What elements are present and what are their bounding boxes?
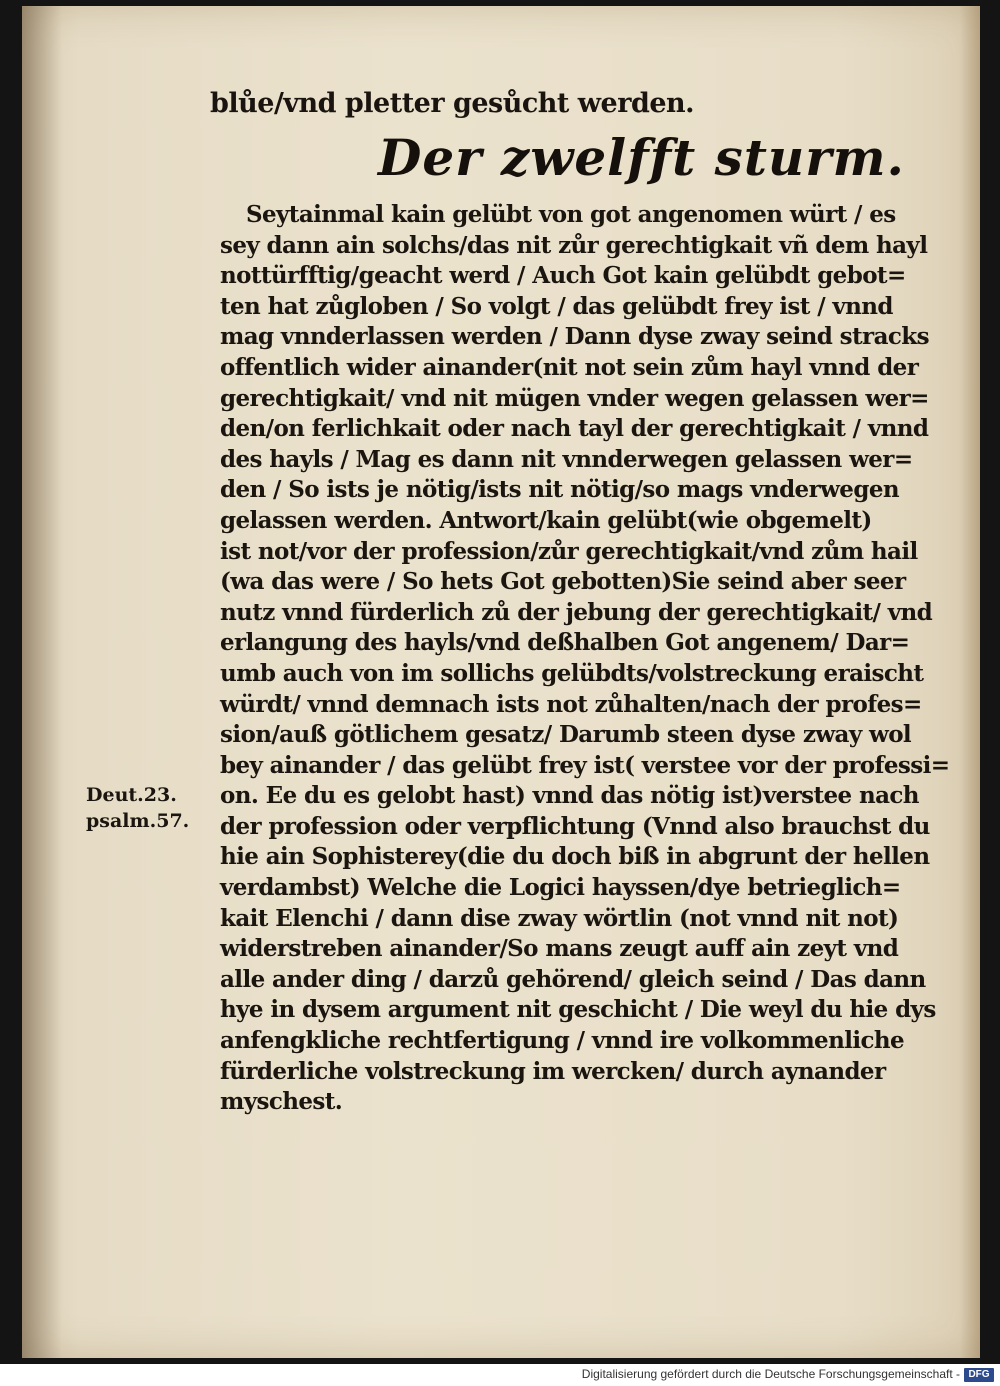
text-line: der profession oder verpflichtung (Vnnd also brauchst du: [220, 812, 930, 840]
text-line: myschest.: [220, 1088, 343, 1116]
text-line: (wa das were / So hets Got gebotten)Sie seind aber seer: [220, 568, 906, 596]
dfg-logo: DFG: [964, 1368, 994, 1382]
text-line: erlangung des hayls/vnd deßhalben Got angenem/ Dar=: [220, 629, 910, 657]
text-line: umb auch von im sollichs gelübdts/volstreckung eraischt: [220, 659, 924, 687]
page-edge: [960, 6, 980, 1358]
margin-note: [86, 782, 189, 834]
body-text: [220, 200, 950, 1118]
text-line: nutz vnnd fürderlich zů der jebung der gerechtigkait/ vnd: [220, 598, 933, 626]
text-line: mag vnnderlassen werden / Dann dyse zway seind stracks: [220, 323, 929, 351]
margin-note-line: psalm.57.: [86, 810, 190, 832]
text-line: nottürfftig/geacht werd / Auch Got kain gelübdt gebot=: [220, 262, 906, 290]
text-line: hye in dysem argument nit geschicht / Die weyl du hie dys: [220, 996, 936, 1024]
text-line: alle ander ding / darzů gehörend/ gleich seind / Das dann: [220, 965, 926, 993]
text-line: widerstreben ainander/So mans zeugt auff ain zeyt vnd: [220, 935, 899, 963]
footer-bar: [0, 1364, 1000, 1386]
text-line: des hayls / Mag es dann nit vnnderwegen gelassen wer=: [220, 445, 913, 473]
text-line: fürderliche volstreckung im wercken/ durch aynander: [220, 1057, 886, 1085]
text-line: anfengkliche rechtfertigung / vnnd ire volkommenliche: [220, 1027, 905, 1055]
text-line: offentlich wider ainander(nit not sein zům hayl vnnd der: [220, 353, 919, 381]
text-line: gerechtigkait/ vnd nit mügen vnder wegen gelassen wer=: [220, 384, 929, 412]
text-line: hie ain Sophisterey(die du doch biß in abgrunt der hellen: [220, 843, 930, 871]
text-line: sion/auß götlichem gesatz/ Darumb steen dyse zway wol: [220, 721, 912, 749]
text-line: ist not/vor der profession/zůr gerechtigkait/vnd zům hail: [220, 537, 918, 565]
text-line: sey dann ain solchs/das nit zůr gerechtigkait vñ dem hayl: [220, 231, 928, 259]
text-line: ten hat zůgloben / So volgt / das gelübdt frey ist / vnnd: [220, 292, 893, 320]
spine-shadow: [22, 6, 62, 1358]
text-line: kait Elenchi / dann dise zway wörtlin (not vnnd nit not): [220, 904, 899, 932]
funding-notice: Digitalisierung gefördert durch die Deutsche Forschungsgemeinschaft -: [581, 1367, 960, 1381]
section-heading: Der zwelfft sturm.: [378, 128, 905, 187]
catchline: blůe/vnd pletter gesůcht werden.: [210, 88, 695, 119]
text-line: den/on ferlichkait oder nach tayl der gerechtigkait / vnnd: [220, 415, 929, 443]
text-line: on. Ee du es gelobt hast) vnnd das nötig ist)verstee nach: [220, 782, 919, 810]
text-line: den / So ists je nötig/ists nit nötig/so mags vnderwegen: [220, 476, 899, 504]
text-line: würdt/ vnnd demnach ists not zůhalten/nach der profes=: [220, 690, 922, 718]
text-line: Seytainmal kain gelübt von got angenomen würt / es: [246, 201, 896, 228]
text-line: bey ainander / das gelübt frey ist( verstee vor der professi=: [220, 751, 950, 779]
margin-note-line: Deut.23.: [86, 784, 177, 806]
text-line: gelassen werden. Antwort/kain gelübt(wie obgemelt): [220, 506, 872, 534]
text-line: verdambst) Welche die Logici hayssen/dye betrieglich=: [220, 874, 901, 902]
